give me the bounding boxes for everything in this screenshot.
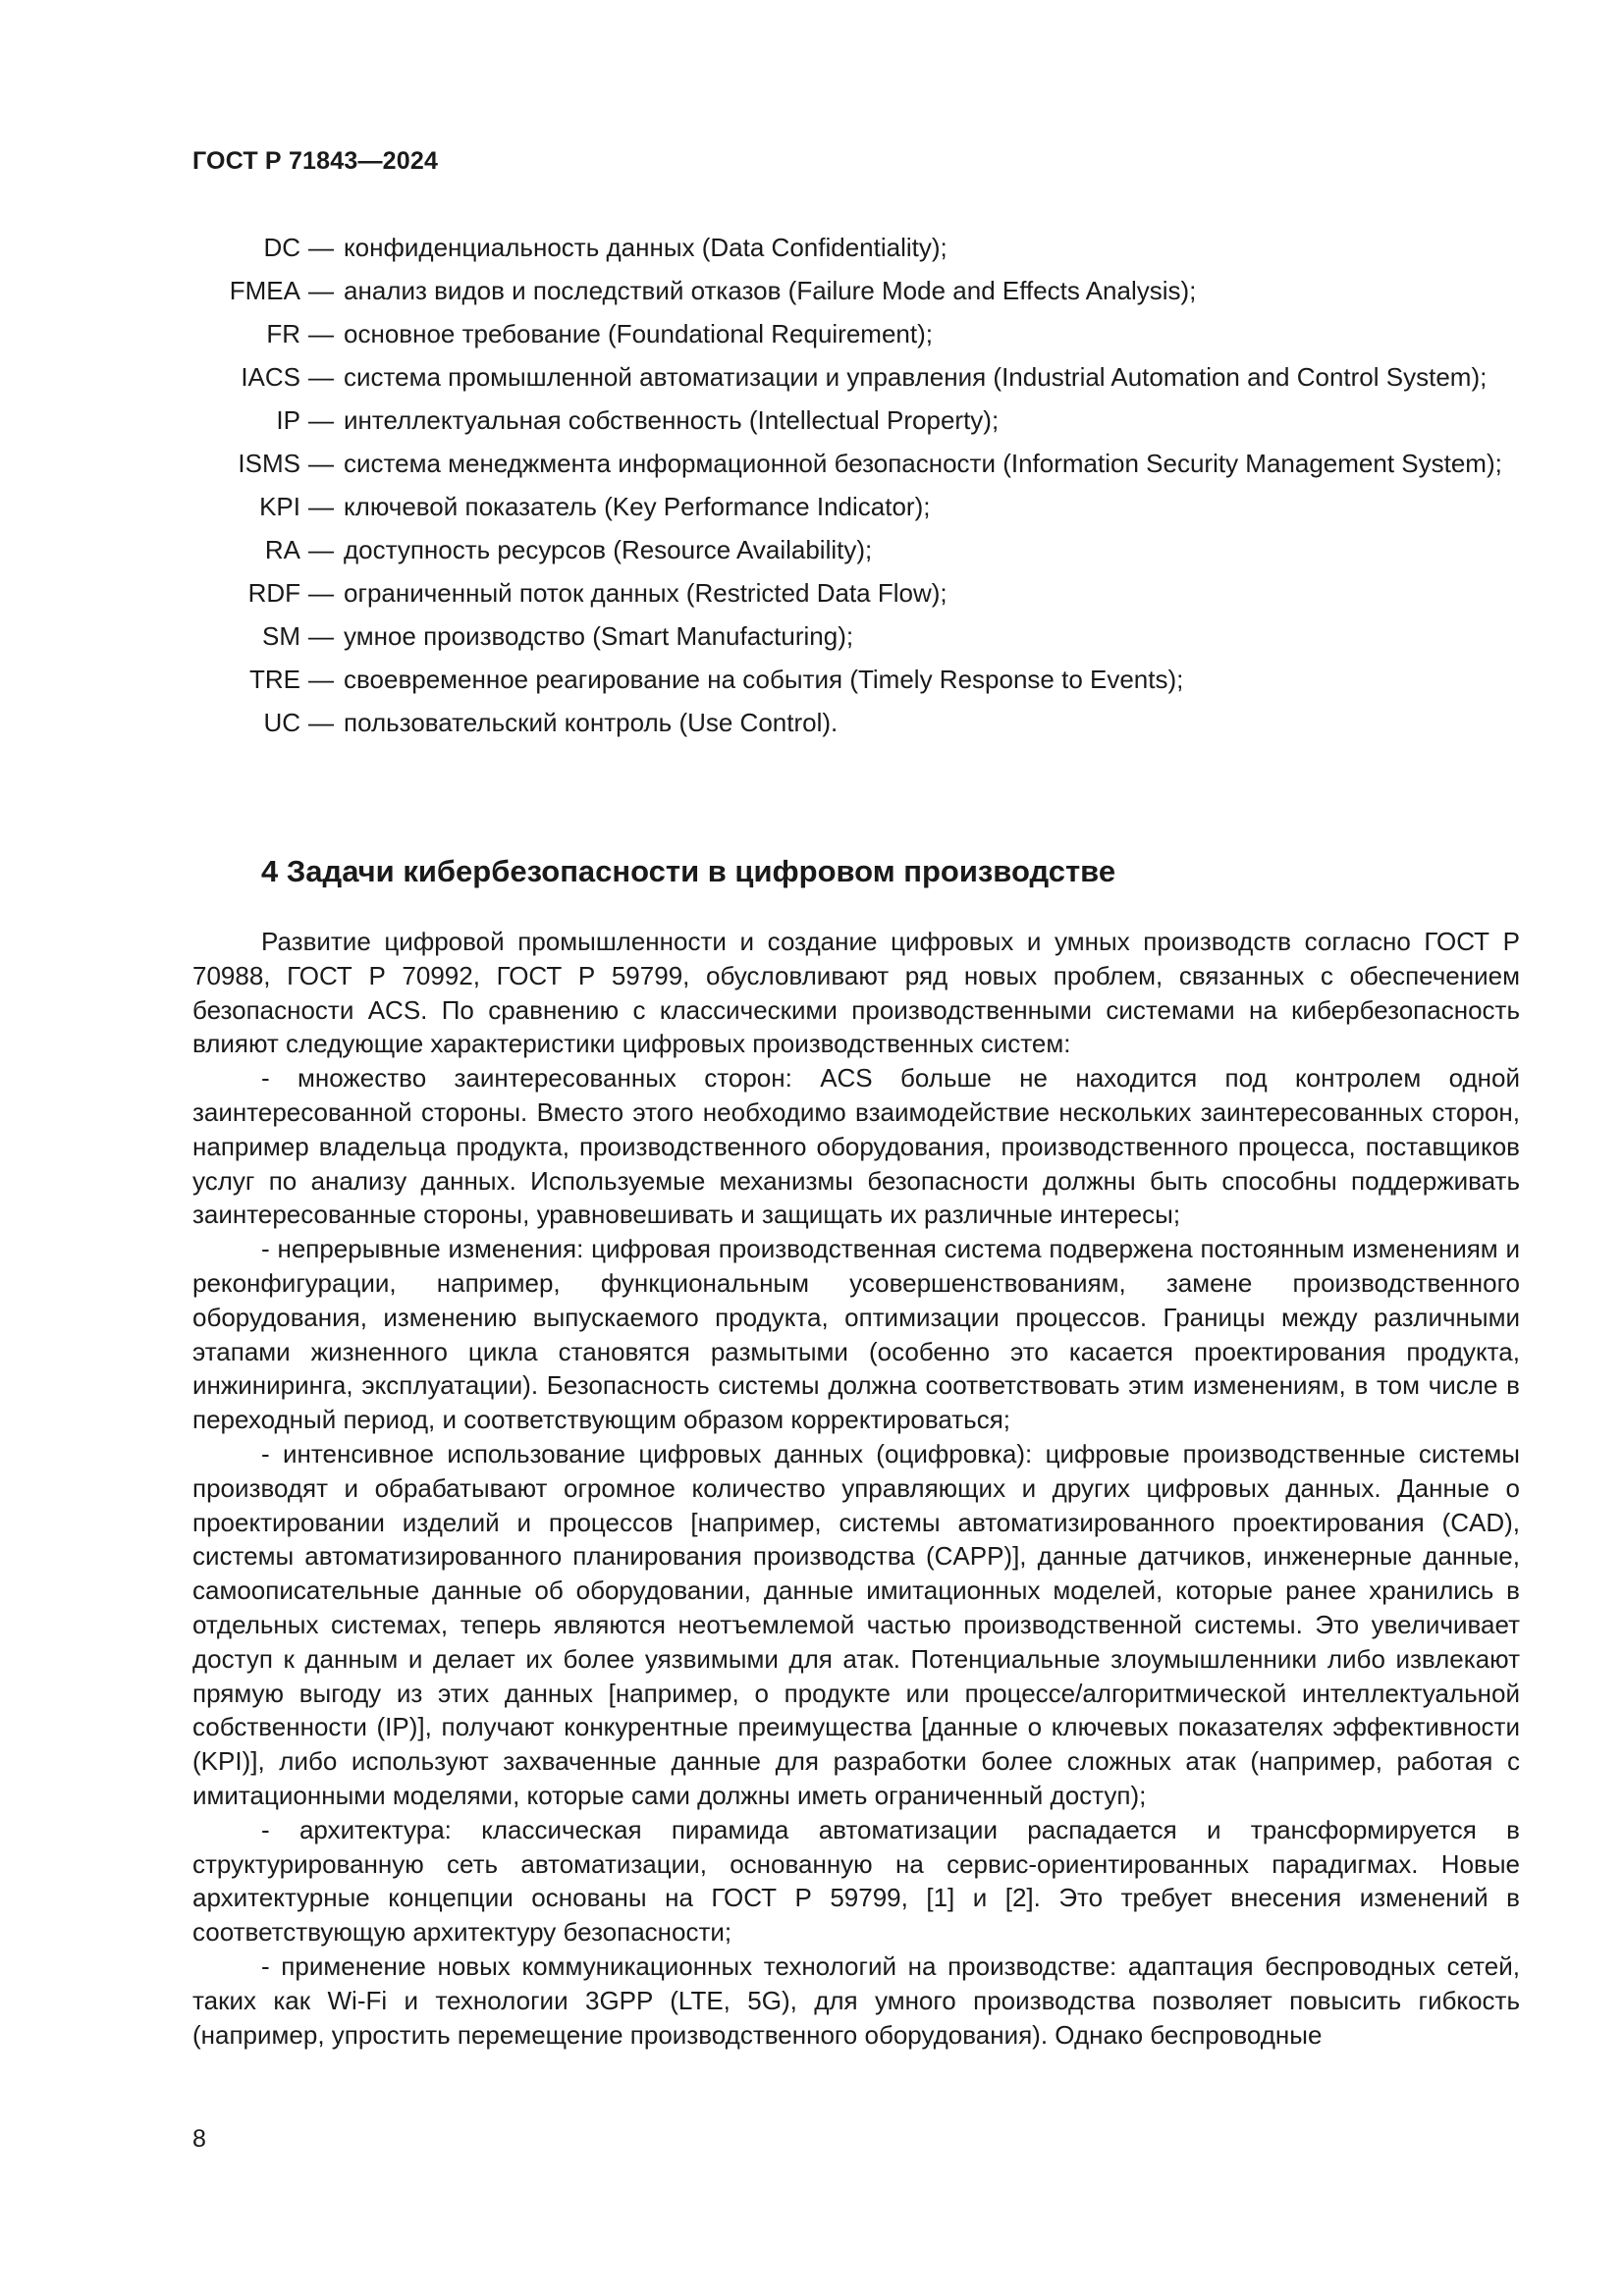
abbreviation-term: FMEA: [229, 276, 300, 305]
abbreviation-term: RDF: [247, 578, 300, 608]
abbreviation-term: UC: [263, 708, 300, 737]
abbreviation-item: [192, 533, 1520, 566]
abbreviation-definition: система менеджмента информационной безопасности (Information Security Management System);: [344, 449, 1502, 478]
abbreviation-term: KPI: [259, 492, 300, 521]
abbreviation-dash: —: [308, 708, 334, 737]
abbreviation-definition: ограниченный поток данных (Restricted Data Flow);: [344, 578, 947, 608]
abbreviation-item: [192, 231, 1520, 264]
abbreviation-item: [192, 317, 1520, 350]
abbreviation-dash: —: [308, 578, 334, 608]
abbreviation-item: [192, 576, 1520, 610]
paragraph-architecture: - архитектура: классическая пирамида автоматизации распадается и трансформируется в структурированную сеть автоматизации, основанную на сервис-ориентированных парадигмах. Новые архитектурные концепции основаны на ГОСТ Р 59799, [1] и [2]. Это требует внесения изменений в соответствующую архитектуру безопасности;: [192, 1814, 1520, 1948]
abbreviation-term: SM: [262, 621, 300, 651]
abbreviation-term: ISMS: [238, 449, 300, 478]
abbreviation-dash: —: [308, 535, 334, 564]
abbreviation-term: DC: [263, 233, 300, 262]
abbreviation-item: [192, 706, 1520, 739]
abbreviation-item: [192, 447, 1520, 480]
abbreviation-dash: —: [308, 233, 334, 262]
abbreviation-item: [192, 360, 1520, 394]
abbreviation-dash: —: [308, 362, 334, 392]
paragraph-continuous-changes: - непрерывные изменения: цифровая производственная система подвержена постоянным изменениям и реконфигурации, например, функциональным усовершенствованиям, замене производственного оборудования, изменению выпускаемого продукта, оптимизации процессов. Границы между различными этапами жизненного цикла становятся размытыми (особенно это касается проектирования продукта, инжиниринга, эксплуатации). Безопасность системы должна соответствовать этим изменениям, в том числе в переходный период, и соответствующим образом корректироваться;: [192, 1234, 1520, 1435]
document-header: ГОСТ Р 71843—2024: [192, 147, 439, 175]
abbreviations-list: [192, 231, 1520, 749]
abbreviation-definition: своевременное реагирование на события (Timely Response to Events);: [344, 665, 1184, 694]
abbreviation-dash: —: [308, 405, 334, 435]
abbreviation-item: [192, 490, 1520, 523]
section-title: 4 Задачи кибербезопасности в цифровом производстве: [261, 854, 1116, 888]
abbreviation-definition: пользовательский контроль (Use Control).: [344, 708, 839, 737]
abbreviation-item: [192, 403, 1520, 437]
paragraph-stakeholders: - множество заинтересованных сторон: ACS больше не находится под контролем одной заинтересованной стороны. Вместо этого необходимо взаимодействие нескольких заинтересованных сторон, например владельца продукта, производственного оборудования, производственного процесса, поставщиков услуг по анализу данных. Используемые механизмы безопасности должны быть способны поддерживать заинтересованные стороны, уравновешивать и защищать их различные интересы;: [192, 1063, 1520, 1230]
abbreviation-definition: основное требование (Foundational Requirement);: [344, 319, 933, 348]
abbreviation-item: [192, 663, 1520, 696]
abbreviation-dash: —: [308, 621, 334, 651]
abbreviation-dash: —: [308, 276, 334, 305]
page-number: 8: [192, 2125, 206, 2153]
abbreviation-item: [192, 619, 1520, 653]
abbreviation-definition: конфиденциальность данных (Data Confidentiality);: [344, 233, 947, 262]
abbreviation-definition: доступность ресурсов (Resource Availability);: [344, 535, 873, 564]
abbreviation-definition: ключевой показатель (Key Performance Indicator);: [344, 492, 931, 521]
abbreviation-item: [192, 274, 1520, 307]
abbreviation-term: RA: [264, 535, 300, 564]
section-body: [192, 925, 1520, 2052]
abbreviation-term: IP: [276, 405, 300, 435]
paragraph-communication-tech: - применение новых коммуникационных технологий на производстве: адаптация беспроводных сетей, таких как Wi-Fi и технологии 3GPP (LTE, 5G), для умного производства позволяет повысить гибкость (например, упростить перемещение производственного оборудования). Однако беспроводные: [192, 1950, 1520, 2050]
paragraph-digital-data: - интенсивное использование цифровых данных (оцифровка): цифровые производственные системы производят и обрабатывают огромное количество управляющих и других цифровых данных. Данные о проектировании изделий и процессов [например, системы автоматизированного проектирования (CAD), системы автоматизированного планирования производства (CAPP)], данные датчиков, инженерные данные, самоописательные данные об оборудовании, данные имитационных моделей, которые ранее хранились в отдельных системах, теперь являются неотъемлемой частью производственной системы. Это увеличивает доступ к данным и делает их более уязвимыми для атак. Потенциальные злоумышленники либо извлекают прямую выгоду из этих данных [например, о продукте или процессе/алгоритмической интеллектуальной собственности (IP)], получают конкурентные преимущества [данные о ключевых показателях эффективности (KPI)], либо используют захваченные данные для разработки более сложных атак (например, работая с имитационными моделями, которые сами должны иметь ограниченный доступ);: [192, 1438, 1520, 1810]
abbreviation-dash: —: [308, 492, 334, 521]
abbreviation-term: IACS: [241, 362, 300, 392]
abbreviation-definition: анализ видов и последствий отказов (Failure Mode and Effects Analysis);: [344, 276, 1197, 305]
abbreviation-dash: —: [308, 665, 334, 694]
paragraph-intro: Развитие цифровой промышленности и создание цифровых и умных производств согласно ГОСТ Р 70988, ГОСТ Р 70992, ГОСТ Р 59799, обусловливают ряд новых проблем, связанных с обеспечением безопасности ACS. По сравнению с классическими производственными системами на кибербезопасность влияют следующие характеристики цифровых производственных систем:: [192, 927, 1520, 1059]
abbreviation-dash: —: [308, 449, 334, 478]
abbreviation-dash: —: [308, 319, 334, 348]
abbreviation-term: TRE: [249, 665, 300, 694]
abbreviation-definition: интеллектуальная собственность (Intellectual Property);: [344, 405, 1000, 435]
abbreviation-term: FR: [266, 319, 300, 348]
abbreviation-definition: умное производство (Smart Manufacturing);: [344, 621, 854, 651]
abbreviation-definition: система промышленной автоматизации и управления (Industrial Automation and Control System);: [344, 362, 1488, 392]
